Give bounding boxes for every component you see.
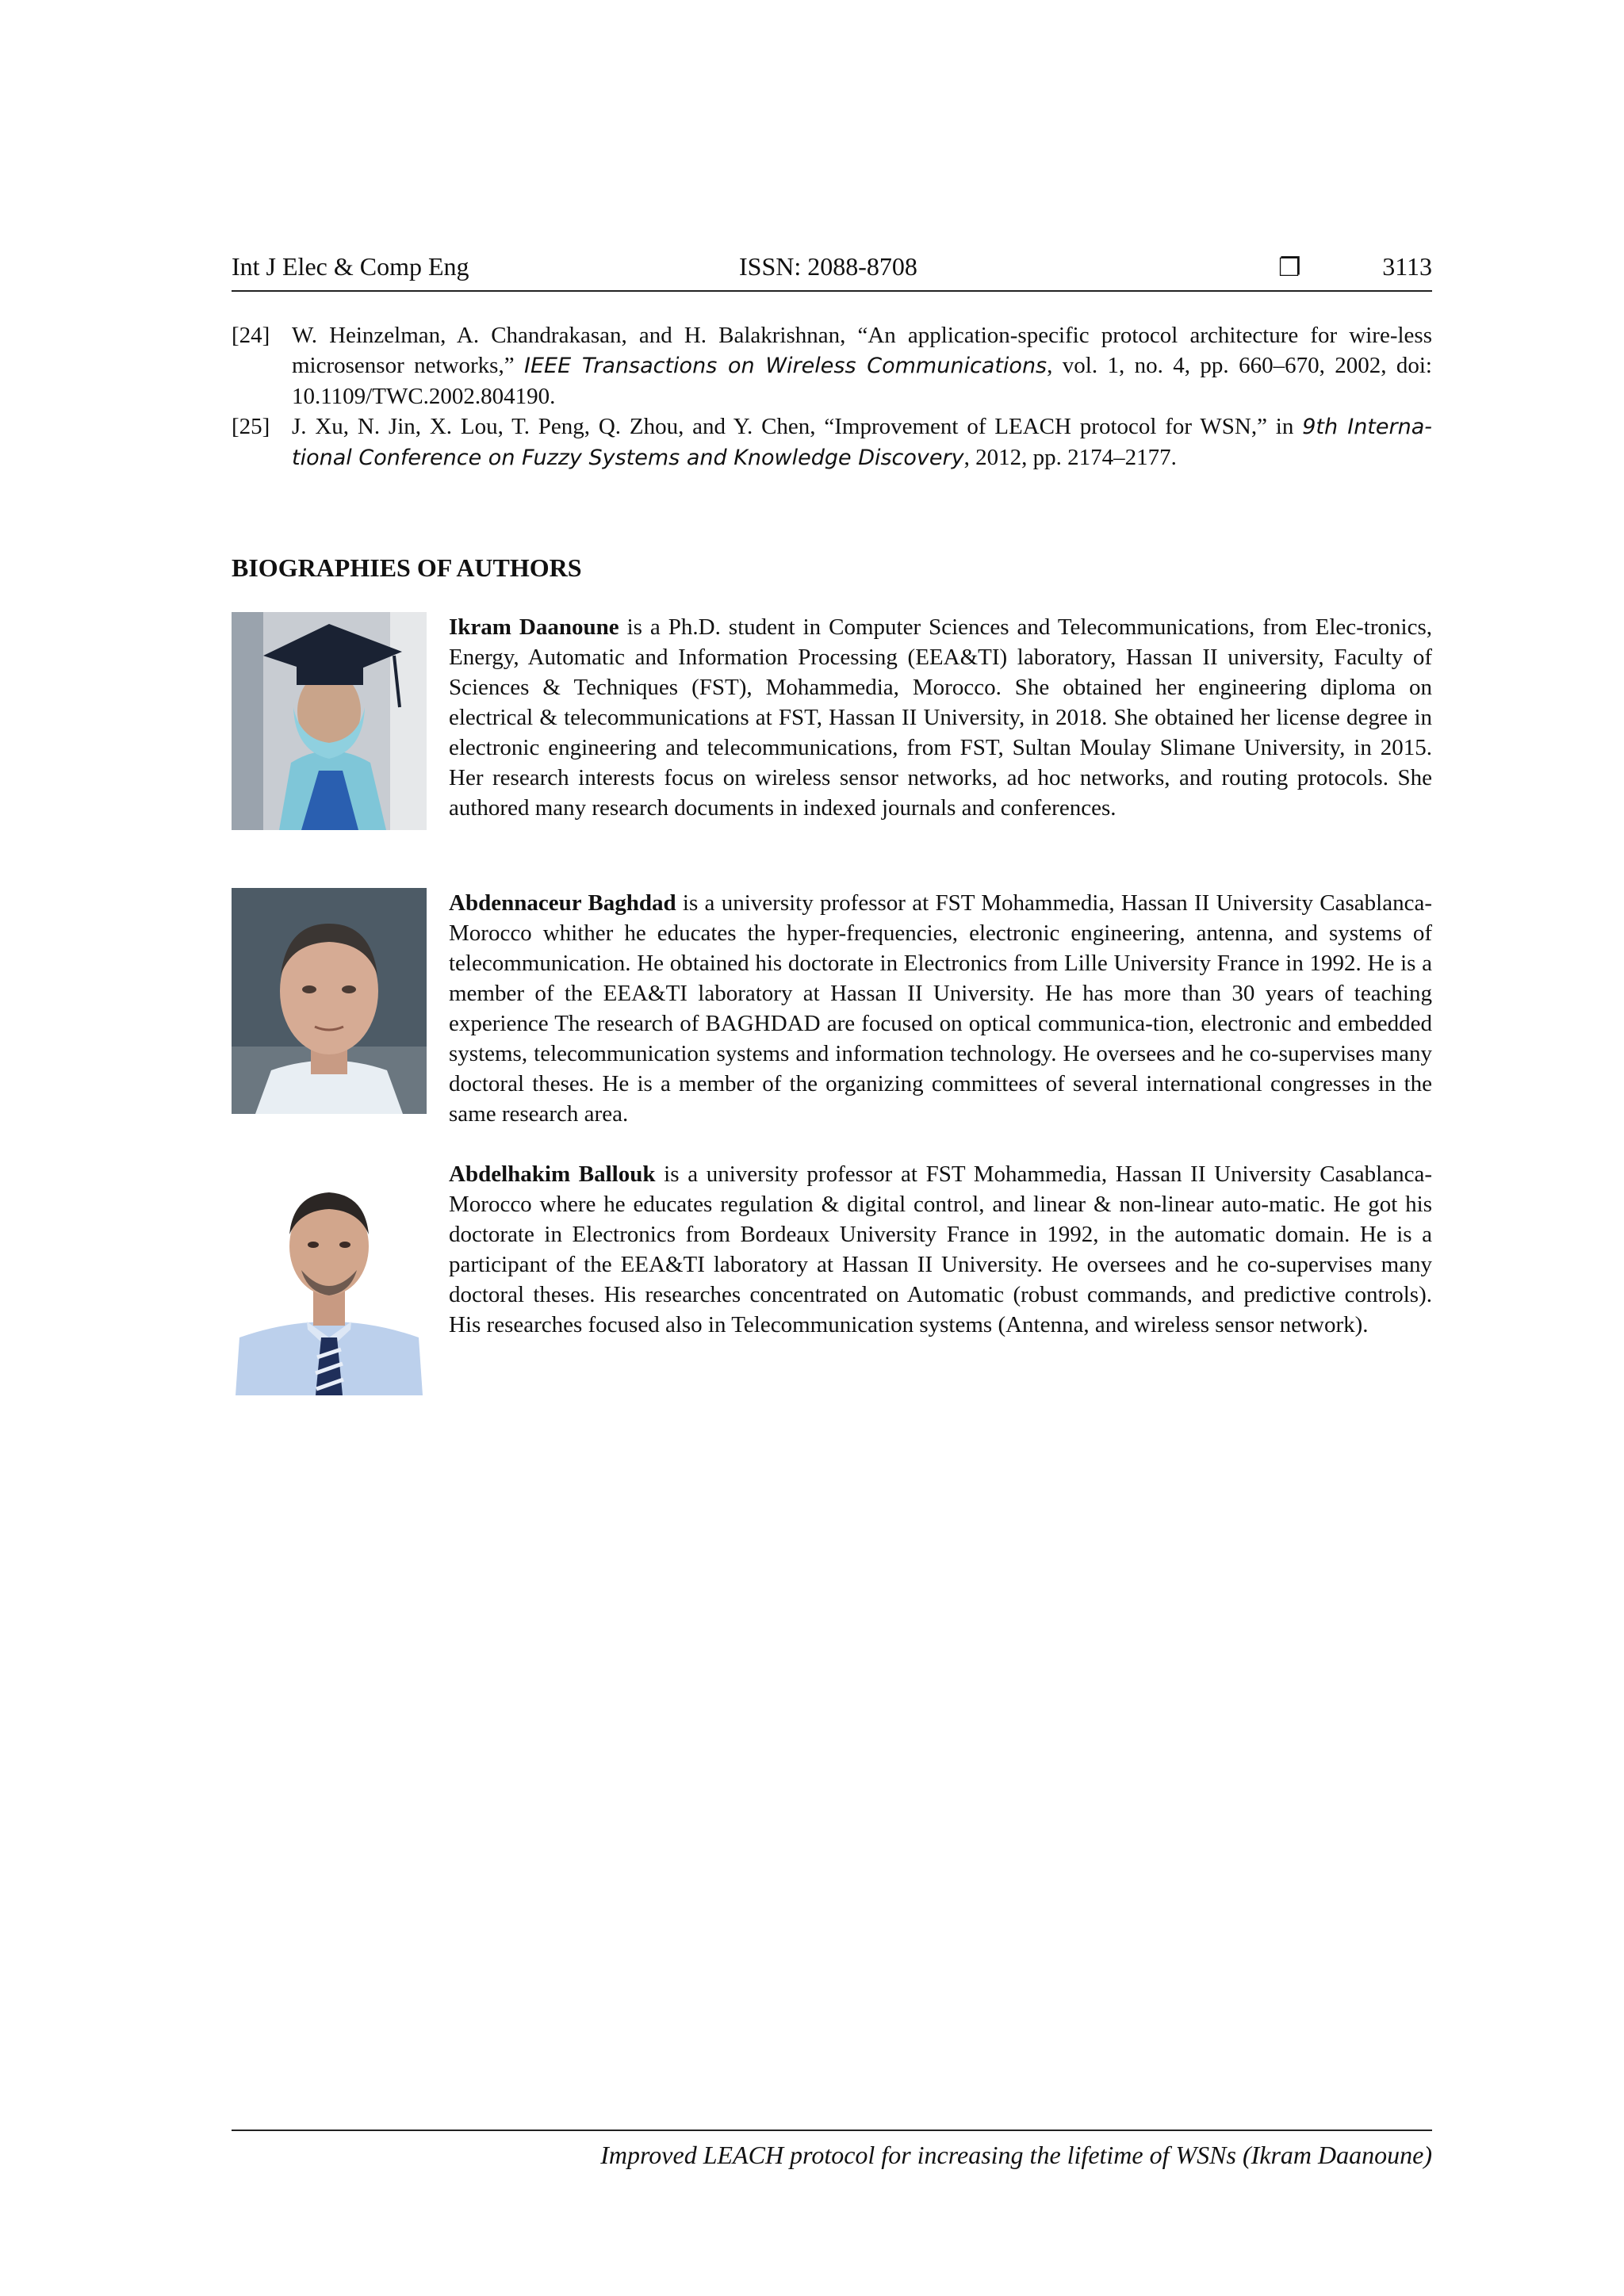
author-name: Abdelhakim Ballouk: [449, 1161, 656, 1187]
reference-list: [232, 320, 1432, 473]
reference-authors-title: W. Heinzelman, A. Chandrakasan, and H. Balakrishnan, “An application-specific protocol architecture for wire-less microsensor networks,”: [292, 323, 1432, 378]
reference-item: [232, 411, 1432, 473]
reference-venue: IEEE Transactions on Wireless Communications: [523, 354, 1048, 378]
bio-text: [449, 888, 1432, 1129]
running-header: [232, 251, 1432, 292]
author-bio: [232, 612, 1432, 832]
page-number: 3113: [1382, 252, 1432, 281]
reference-venue: 9th Interna-tional Conference on Fuzzy Systems and Knowledge Discovery: [292, 415, 1433, 470]
reference-number: [25]: [232, 414, 270, 439]
author-name: Ikram Daanoune: [449, 614, 619, 640]
author-bio: [232, 888, 1433, 1127]
issn: ISSN: 2088-8708: [739, 252, 917, 281]
author-photo: [232, 888, 427, 1114]
footer-rule: [232, 2130, 1432, 2131]
bio-body: is a Ph.D. student in Computer Sciences and Telecommunications, from Elec-tronics, Energy, Automatic and Information Processing (EEA&TI) laboratory, Hassan II university, Faculty of Sciences & Techniques (FST), Mohammedia, Morocco. She obtained her engineering diploma on electrical & telecommunications at FST, Hassan II University, in 2018. She obtained her license degree in electronic engineering and telecommunications, from FST, Sultan Moulay Slimane University, in 2015. Her research interests focus on wireless sensor networks, ad hoc networks, and routing protocols. She authored many research documents in indexed journals and conferences.: [449, 614, 1432, 821]
bio-body: is a university professor at FST Mohammedia, Hassan II University Casablanca-Morocco where he educates regulation & digital control, and linear & non-linear auto-matic. He got his doctorate in Electronics from Bordeaux University France in 1992, in the automatic domain. He is a participant of the EEA&TI laboratory at Hassan II University. He oversees and he co-supervises many doctoral theses. His researches concentrated on Automatic (robust commands, and predictive controls). His researches focused also in Telecommunication systems (Antenna, and wireless sensor network).: [449, 1161, 1432, 1337]
reference-number: [24]: [232, 323, 270, 348]
author-photo: [232, 612, 427, 830]
journal-name: Int J Elec & Comp Eng: [232, 252, 469, 281]
box-symbol: ❐: [1278, 253, 1301, 281]
reference-item: [232, 320, 1432, 411]
author-name: Abdennaceur Baghdad: [449, 890, 676, 916]
bio-body: is a university professor at FST Mohammedia, Hassan II University Casablanca-Morocco whither he educates the hyper-frequencies, electronic engineering, antenna, and systems of telecommunication. He obtained his doctorate in Electronics from Lille University France in 1992. He is a member of the EEA&TI laboratory at Hassan II University. He has more than 30 years of teaching experience The research of BAGHDAD are focused on optical communica-tion, electronic and embedded systems, telecommunication systems and information technology. He oversees and he co-supervises many doctoral theses. He is a member of the organizing committees of several international congresses in the same research area.: [449, 890, 1433, 1127]
bio-text: [449, 612, 1432, 823]
reference-details: , vol. 1, no. 4, pp. 660–670, 2002, doi: 10.1109/TWC.2002.804190.: [292, 353, 1432, 409]
running-footer: Improved LEACH protocol for increasing the lifetime of WSNs (Ikram Daanoune): [600, 2141, 1432, 2169]
bio-text: [449, 1159, 1432, 1340]
reference-authors-title: J. Xu, N. Jin, X. Lou, T. Peng, Q. Zhou, and Y. Chen, “Improvement of LEACH protocol for WSN,” in: [292, 414, 1303, 439]
reference-details: , 2012, pp. 2174–2177.: [963, 445, 1177, 470]
author-photo: [232, 1159, 427, 1395]
author-bio: [232, 1159, 1432, 1397]
section-title: BIOGRAPHIES OF AUTHORS: [232, 553, 582, 582]
